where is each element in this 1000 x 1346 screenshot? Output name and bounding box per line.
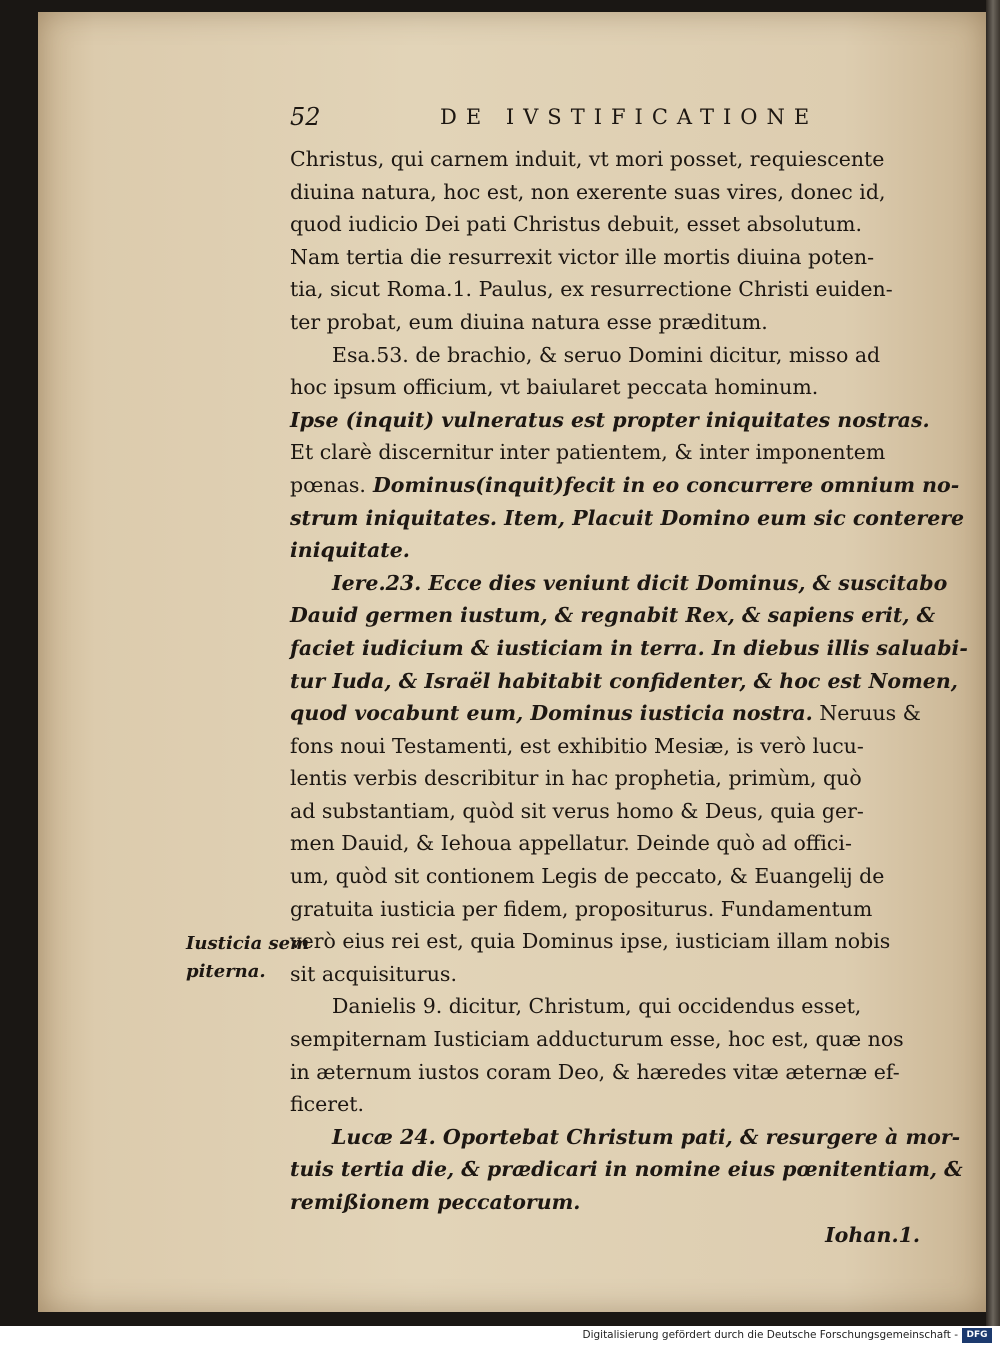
- text-span: Neruus &: [812, 701, 921, 726]
- text-line: men Dauid, & Iehoua appellatur. Deinde quò ad offici-: [290, 831, 852, 856]
- text-line: Dauid germen iustum, & regnabit Rex, & sapiens erit, &: [290, 603, 936, 628]
- text-line: iniquitate.: [290, 538, 410, 563]
- text-line: Et clarè discernitur inter patientem, & inter imponentem: [290, 440, 886, 465]
- marginal-note-line: piterna.: [186, 961, 266, 982]
- text-line: ter probat, eum diuina natura esse præditum.: [290, 309, 768, 334]
- text-line: Nam tertia die resurrexit victor ille mortis diuina poten-: [290, 244, 874, 269]
- text-line: sit acquisiturus.: [290, 961, 457, 986]
- footer-credit: Digitalisierung gefördert durch die Deutsche Forschungsgemeinschaft -: [582, 1329, 958, 1341]
- text-line: verò eius rei est, quia Dominus ipse, iusticiam illam nobis: [290, 929, 891, 954]
- text-line: Lucæ 24. Oportebat Christum pati, & resurgere à mor-: [332, 1124, 961, 1149]
- text-line: ficeret.: [290, 1092, 364, 1117]
- text-line: tia, sicut Roma.1. Paulus, ex resurrectione Christi euiden-: [290, 277, 893, 302]
- text-line: tur Iuda, & Israël habitabit confidenter, & hoc est Nomen,: [290, 668, 958, 693]
- text-line: ad substantiam, quòd sit verus homo & Deus, quia ger-: [290, 798, 864, 823]
- text-line: gratuita iusticia per fidem, propositurus. Fundamentum: [290, 896, 873, 921]
- text-line: Christus, qui carnem induit, vt mori posset, requiescente: [290, 147, 885, 171]
- text-span: quod vocabunt eum, Dominus iusticia nostra.: [290, 701, 813, 726]
- text-line: Esa.53. de brachio, & seruo Domini dicitur, misso ad: [332, 342, 881, 367]
- text-line: hoc ipsum officium, vt baiularet peccata hominum.: [290, 375, 819, 400]
- page-number: 52: [290, 103, 321, 131]
- catchword: Iohan.1.: [825, 1222, 920, 1247]
- text-line: lentis verbis describitur in hac prophetia, primùm, quò: [290, 766, 862, 791]
- page-edge: [986, 0, 1000, 1326]
- text-line: tuis tertia die, & prædicari in nomine eius pœnitentiam, &: [290, 1157, 963, 1182]
- dfg-logo-icon: DFG: [962, 1328, 992, 1343]
- text-line: diuina natura, hoc est, non exerente suas vires, donec id,: [290, 179, 886, 204]
- marginal-note-line: Iusticia sem: [186, 933, 310, 954]
- text-line: Ipse (inquit) vulneratus est propter iniquitates nostras.: [290, 407, 930, 432]
- text-span: pœnas.: [290, 472, 366, 497]
- text-line: sempiternam Iusticiam adducturum esse, hoc est, quæ nos: [290, 1027, 904, 1052]
- footer-bar: [0, 1326, 1000, 1346]
- text-line: um, quòd sit contionem Legis de peccato, & Euangelij de: [290, 864, 885, 889]
- text-line: [290, 469, 960, 502]
- running-head: DE IVSTIFICATIONE: [440, 105, 819, 129]
- text-span: Dominus(inquit)fecit in eo concurrere omnium no-: [365, 472, 960, 497]
- text-line: Iere.23. Ecce dies veniunt dicit Dominus, & suscitabo: [332, 570, 948, 595]
- text-line: Danielis 9. dicitur, Christum, qui occidendus esset,: [332, 994, 862, 1019]
- text-line: quod iudicio Dei pati Christus debuit, esset absolutum.: [290, 212, 863, 237]
- text-line: in æternum iustos coram Deo, & hæredes vitæ æternæ ef-: [290, 1059, 900, 1084]
- text-line: remißionem peccatorum.: [290, 1190, 581, 1214]
- text-line: faciet iudicium & iusticiam in terra. In diebus illis saluabi-: [290, 635, 968, 660]
- text-line: [290, 697, 930, 730]
- text-line: fons noui Testamenti, est exhibitio Mesiæ, is verò lucu-: [290, 733, 864, 758]
- text-line: strum iniquitates. Item, Placuit Domino eum sic conterere: [290, 505, 965, 530]
- main-text: [290, 143, 968, 1251]
